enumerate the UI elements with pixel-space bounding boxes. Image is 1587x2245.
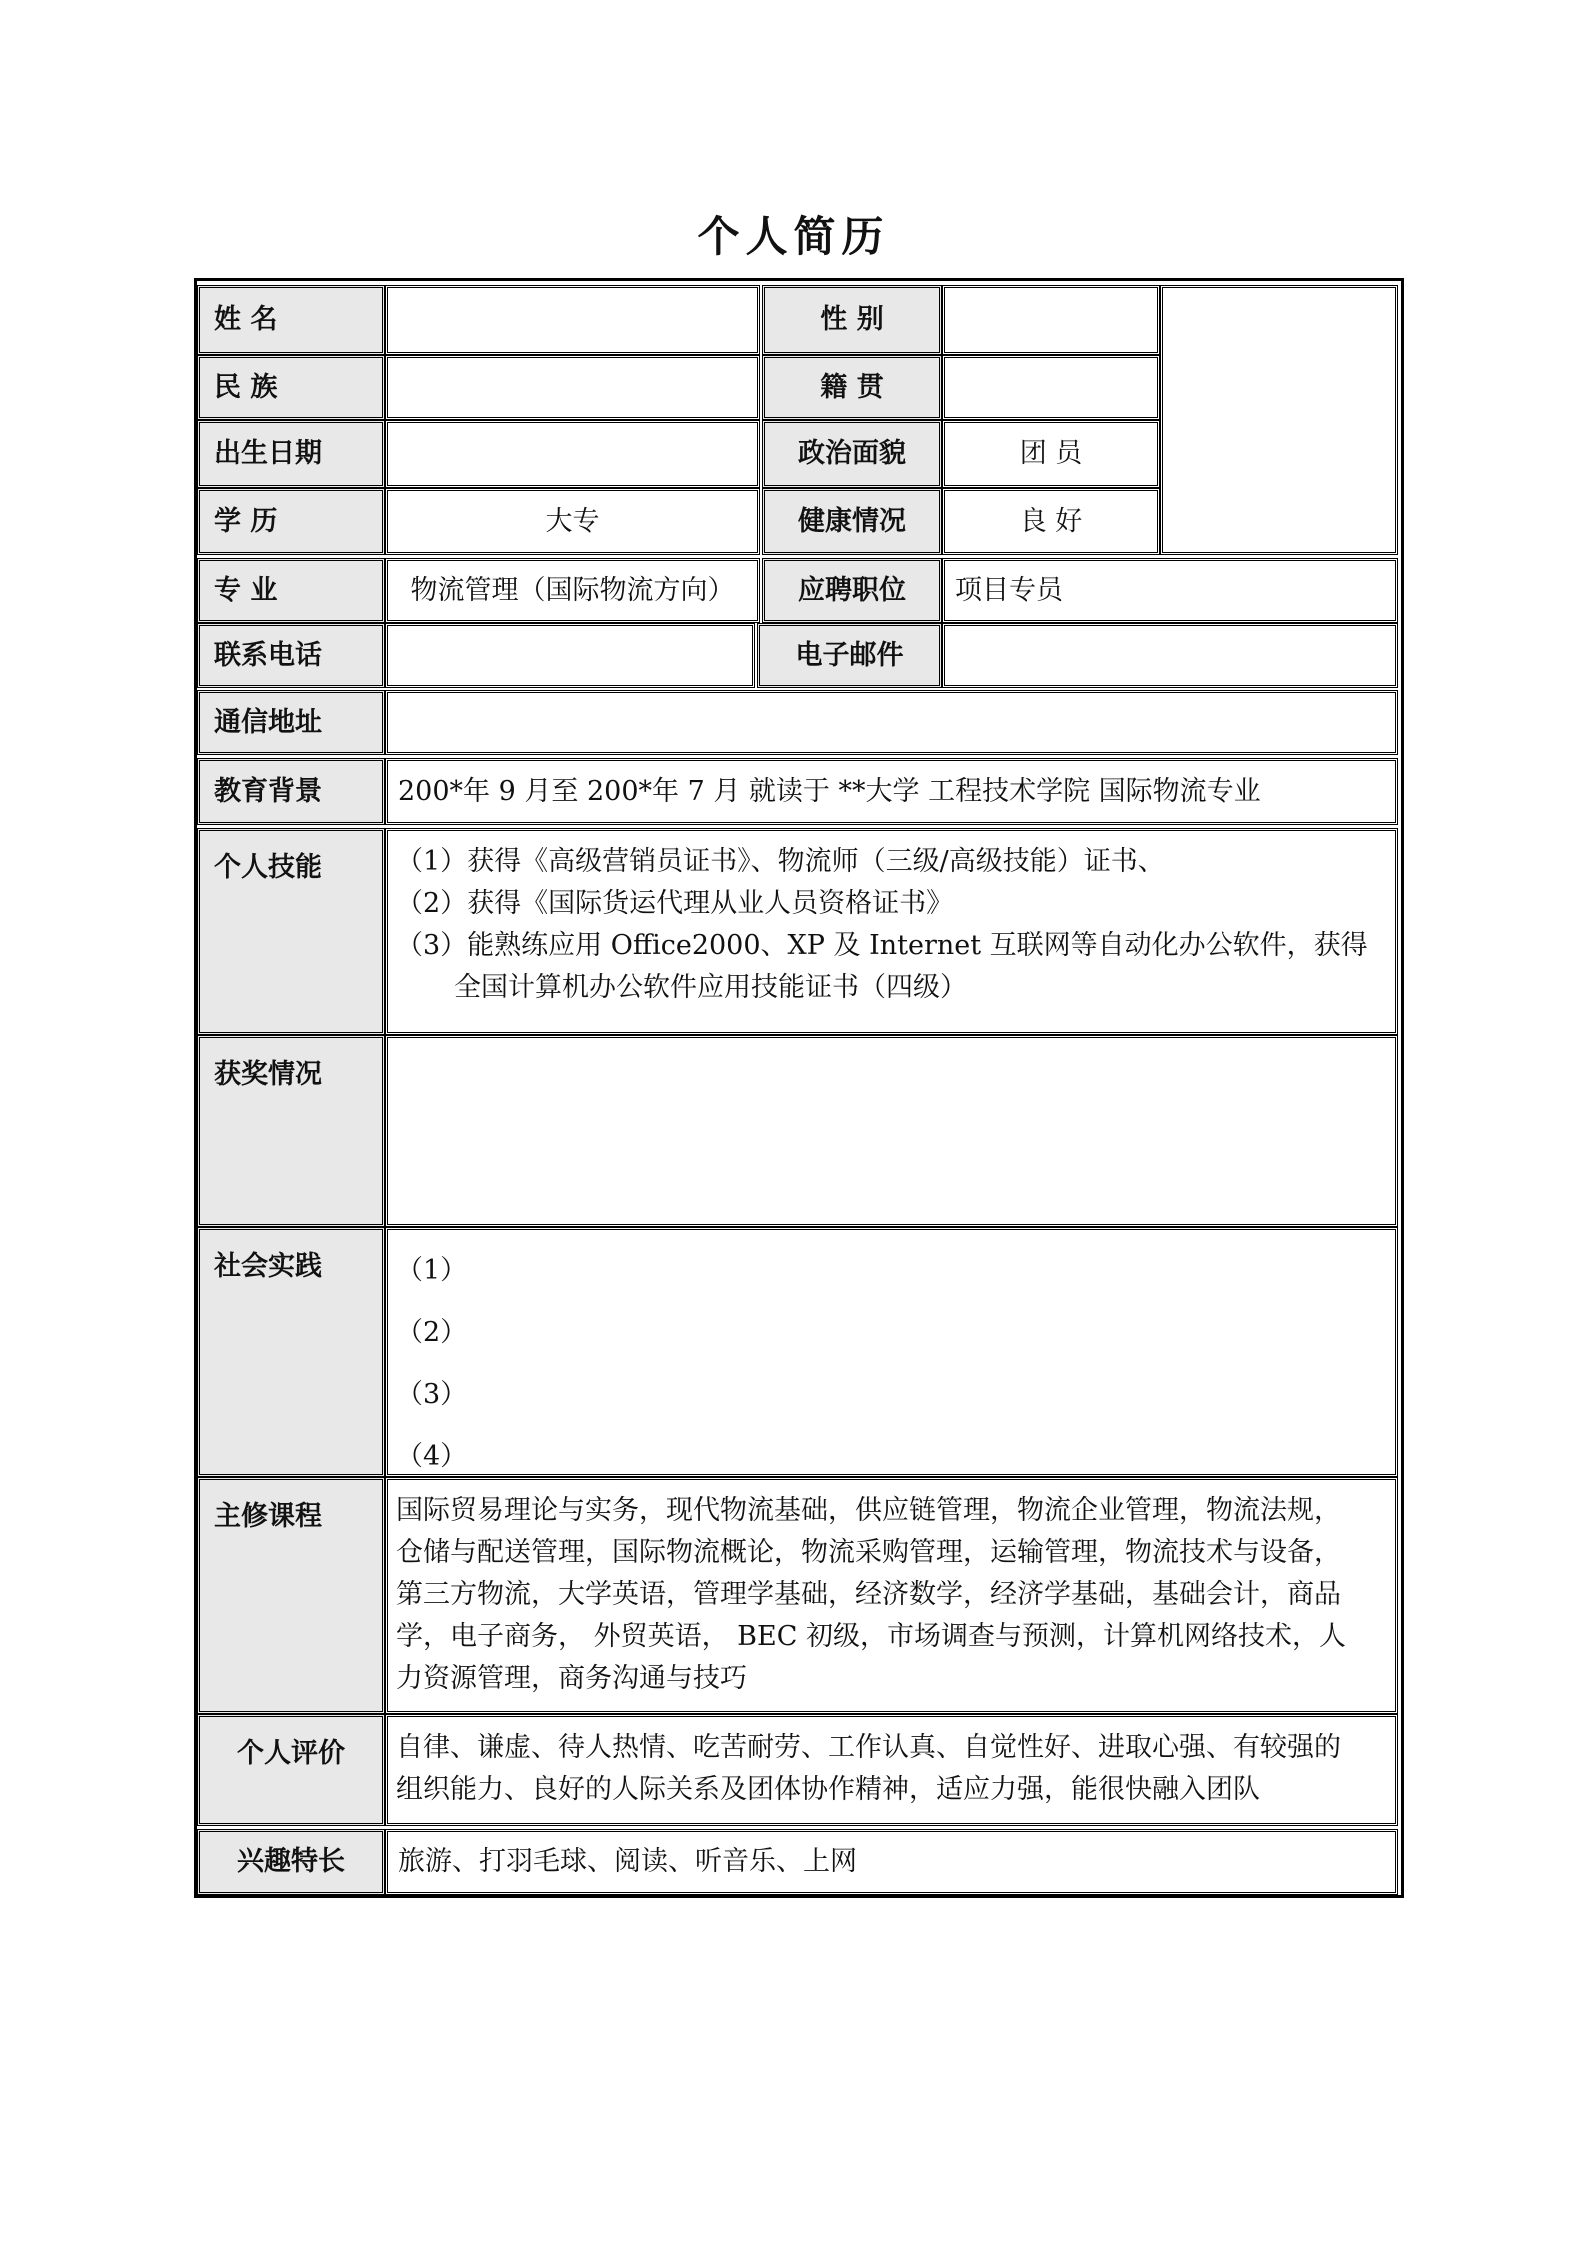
evaluation-label: 个人评价: [197, 1714, 385, 1826]
skill-line: 全国计算机办公软件应用技能证书（四级）: [454, 972, 967, 1003]
evaluation-value[interactable]: [385, 1714, 1398, 1826]
skills-label: 个人技能: [197, 828, 385, 1035]
birth-date-value[interactable]: [385, 420, 760, 488]
awards-label: 获奖情况: [197, 1035, 385, 1227]
practice-value[interactable]: [385, 1227, 1398, 1477]
course-line: 仓储与配送管理，国际物流概论，物流采购管理，运输管理，物流技术与设备，: [396, 1537, 1341, 1568]
practice-line: （4）: [396, 1441, 468, 1472]
course-line: 力资源管理，商务沟通与技巧: [396, 1663, 747, 1694]
email-value[interactable]: [942, 623, 1398, 688]
courses-value[interactable]: [385, 1477, 1398, 1714]
course-line: 第三方物流，大学英语，管理学基础，经济数学，经济学基础，基础会计，商品: [396, 1579, 1341, 1610]
native-place-value[interactable]: [942, 355, 1160, 420]
page-title: 个人简历: [697, 212, 890, 261]
education-value[interactable]: 大专: [385, 488, 760, 555]
name-label: 姓 名: [197, 285, 385, 355]
evaluation-line: 组织能力、良好的人际关系及团体协作精神，适应力强，能很快融入团队: [396, 1774, 1260, 1805]
edu-background-value[interactable]: 200*年 9 月至 200*年 7 月 就读于 **大学 工程技术学院 国际物流专业: [385, 758, 1398, 825]
major-value[interactable]: 物流管理（国际物流方向）: [385, 558, 760, 623]
awards-value[interactable]: [385, 1035, 1398, 1227]
major-label: 专 业: [197, 558, 385, 623]
birth-date-label: 出生日期: [197, 420, 385, 488]
ethnicity-value[interactable]: [385, 355, 760, 420]
skill-line: （3）能熟练应用 Office2000、XP 及 Internet 互联网等自动化办公软件，获得: [396, 930, 1368, 961]
political-status-label: 政治面貌: [762, 420, 942, 488]
phone-value[interactable]: [385, 623, 755, 688]
health-value[interactable]: 良 好: [942, 488, 1160, 555]
email-label: 电子邮件: [757, 623, 942, 688]
evaluation-line: 自律、谦虚、待人热情、吃苦耐劳、工作认真、自觉性好、进取心强、有较强的: [396, 1732, 1341, 1763]
courses-label: 主修课程: [197, 1477, 385, 1714]
course-line: 国际贸易理论与实务，现代物流基础，供应链管理，物流企业管理，物流法规，: [396, 1495, 1341, 1526]
phone-label: 联系电话: [197, 623, 385, 688]
ethnicity-label: 民 族: [197, 355, 385, 420]
position-value[interactable]: 项目专员: [942, 558, 1398, 623]
address-value[interactable]: [385, 690, 1398, 755]
skill-line: （2）获得《国际货运代理从业人员资格证书》: [396, 888, 954, 919]
skills-value[interactable]: [385, 828, 1398, 1035]
skill-line: （1）获得《高级营销员证书》、物流师（三级/高级技能）证书、: [396, 846, 1165, 877]
hobbies-label: 兴趣特长: [197, 1829, 385, 1895]
course-line: 学，电子商务， 外贸英语， BEC 初级，市场调查与预测，计算机网络技术，人: [396, 1621, 1346, 1652]
practice-label: 社会实践: [197, 1227, 385, 1477]
address-label: 通信地址: [197, 690, 385, 755]
name-value[interactable]: [385, 285, 760, 355]
practice-line: （3）: [396, 1379, 468, 1410]
native-place-label: 籍 贯: [762, 355, 942, 420]
education-label: 学 历: [197, 488, 385, 555]
practice-line: （1）: [396, 1255, 468, 1286]
health-label: 健康情况: [762, 488, 942, 555]
hobbies-value[interactable]: 旅游、打羽毛球、阅读、听音乐、上网: [385, 1829, 1398, 1895]
gender-label: 性 别: [762, 285, 942, 355]
practice-line: （2）: [396, 1317, 468, 1348]
gender-value[interactable]: [942, 285, 1160, 355]
political-status-value[interactable]: 团 员: [942, 420, 1160, 488]
edu-background-label: 教育背景: [197, 758, 385, 825]
photo-box: [1160, 285, 1398, 555]
position-label: 应聘职位: [762, 558, 942, 623]
